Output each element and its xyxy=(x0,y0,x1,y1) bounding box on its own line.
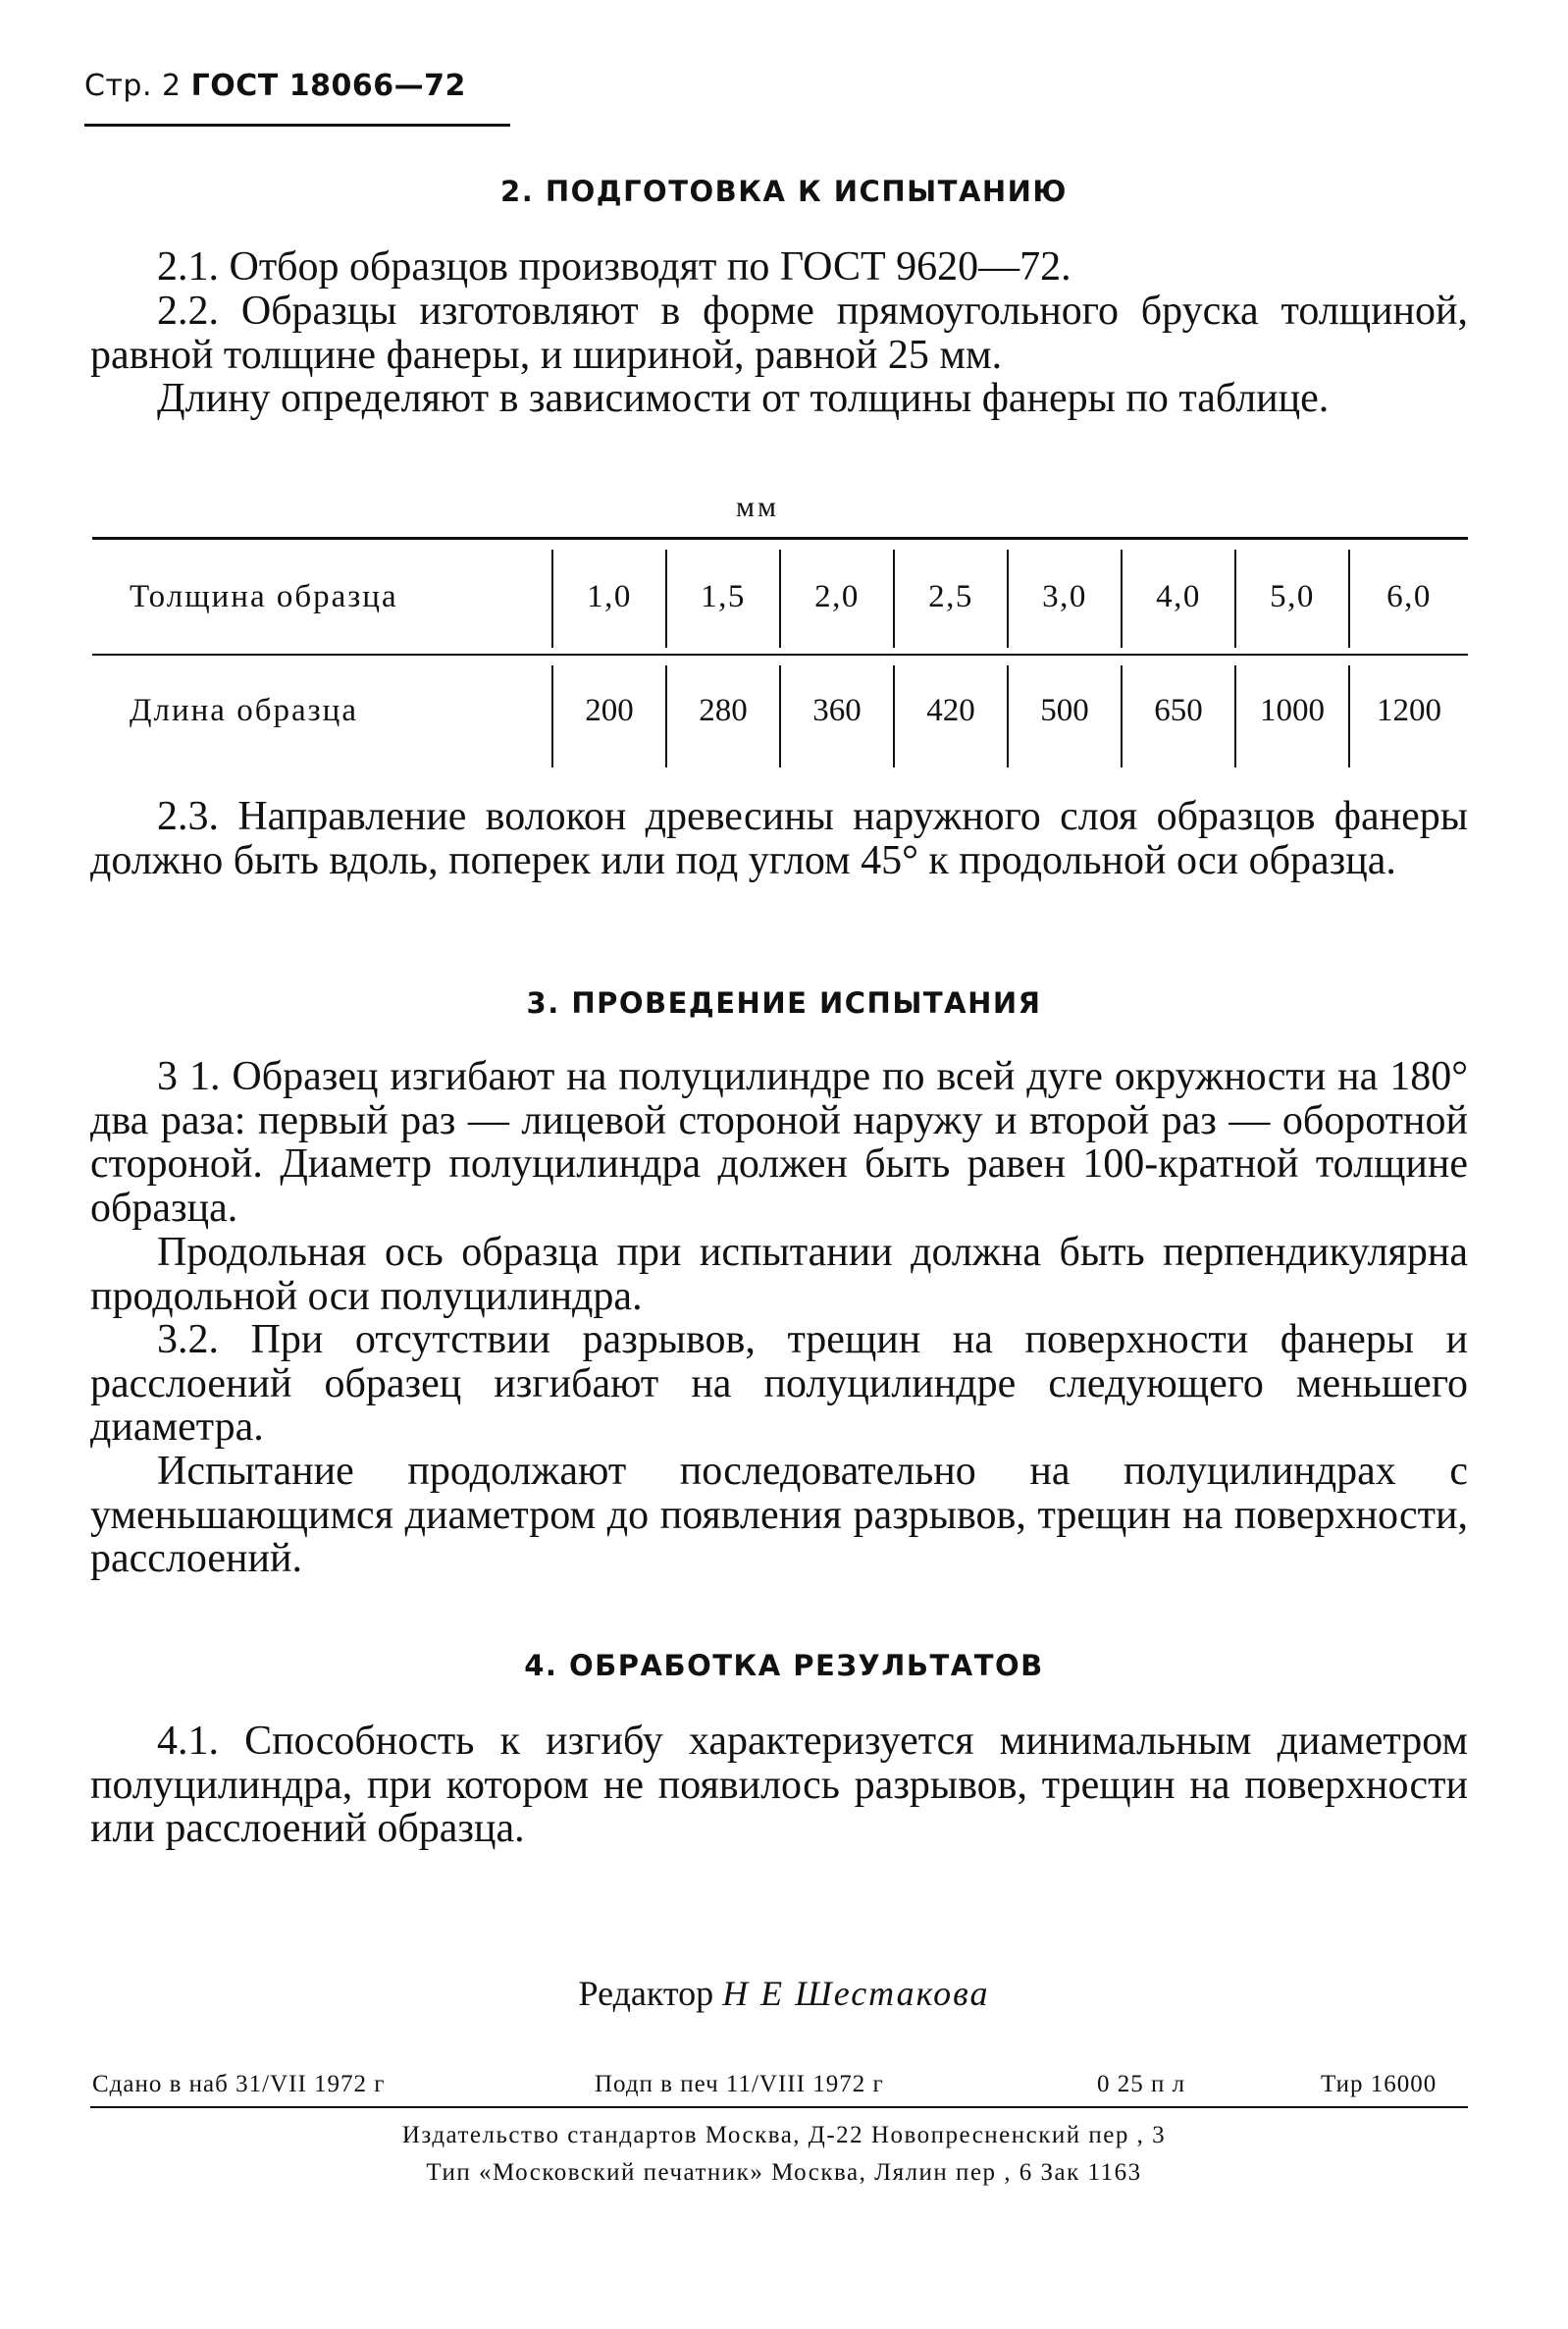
paragraph-2-2-length: Длину определяют в зависимости от толщины фанеры по таблице. xyxy=(157,376,1330,421)
paragraph-3-2: 3.2. При отсутствии разрывов, трещин на поверхности фанеры и расслоений образец изгибают на полуцилиндре следующего меньшего диаметра. xyxy=(90,1317,1468,1450)
paragraph-2-1: 2.1. Отбор образцов производят по ГОСТ 9620—72. xyxy=(157,244,1071,290)
page-number: Стр. 2 xyxy=(84,69,182,103)
length-cell: 420 xyxy=(926,693,975,728)
thickness-cell: 3,0 xyxy=(1042,579,1087,614)
publisher-line-2: Тип «Московский печатник» Москва, Лялин пер , 6 Зак 1163 xyxy=(426,2159,1142,2186)
length-cell: 500 xyxy=(1040,693,1089,728)
thickness-cell: 1,0 xyxy=(587,579,632,614)
thickness-cell: 1,5 xyxy=(701,579,746,614)
paragraph-3-1-axis: Продольная ось образца при испытании должна быть перпендикулярна продольной оси полуцилиндра. xyxy=(90,1230,1468,1319)
thickness-cell: 2,0 xyxy=(814,579,860,614)
paragraph-4-1: 4.1. Способность к изгибу характеризуется минимальным диаметром полуцилиндра, при котором не появилось разрывов, трещин на поверхности или расслоений образца. xyxy=(90,1719,1468,1851)
thickness-cell: 6,0 xyxy=(1386,579,1432,614)
paragraph-3-2-continue: Испытание продолжают последовательно на полуцилиндрах с уменьшающимся диаметром до появления разрывов, трещин на поверхности, расслоений. xyxy=(90,1449,1468,1581)
editor-name: Н Е Шестакова xyxy=(722,1974,990,2013)
length-cell: 200 xyxy=(585,693,634,728)
imprint-signed: Подп в печ 11/VIII 1972 г xyxy=(595,2071,884,2097)
paragraph-3-1: 3 1. Образец изгибают на полуцилиндре по всей дуге окружности на 180° два раза: первый раз — лицевой стороной наружу и второй раз — оборотной стороной. Диаметр полуцилиндра должен быть равен 100-кратной толщине образца. xyxy=(90,1054,1468,1231)
page-header xyxy=(84,69,466,103)
header-rule xyxy=(84,124,510,127)
thickness-cell: 5,0 xyxy=(1270,579,1315,614)
paragraph-2-2: 2.2. Образцы изготовляют в форме прямоугольного бруска толщиной, равной толщине фанеры, и шириной, равной 25 мм. xyxy=(90,289,1468,378)
section-3-heading: 3. ПРОВЕДЕНИЕ ИСПЫТАНИЯ xyxy=(526,986,1042,1020)
publisher-line-1: Издательство стандартов Москва, Д-22 Новопресненский пер , 3 xyxy=(401,2122,1167,2148)
standard-code: ГОСТ 18066—72 xyxy=(190,69,466,103)
imprint-rule xyxy=(90,2106,1468,2108)
table-top-rule xyxy=(92,537,1468,540)
editor-line xyxy=(0,1973,1568,2014)
row-label-length: Длина образца xyxy=(130,693,358,728)
thickness-cell: 4,0 xyxy=(1156,579,1201,614)
editor-label: Редактор xyxy=(578,1974,714,2013)
length-cell: 280 xyxy=(699,693,748,728)
row-label-thickness: Толщина образца xyxy=(130,579,398,614)
imprint-submitted: Сдано в наб 31/VII 1972 г xyxy=(92,2071,386,2097)
section-2-heading: 2. ПОДГОТОВКА К ИСПЫТАНИЮ xyxy=(500,175,1068,208)
imprint-print-run: Тир 16000 xyxy=(1321,2071,1437,2097)
table-unit: мм xyxy=(736,491,779,523)
table-middle-rule xyxy=(92,654,1468,656)
thickness-cell: 2,5 xyxy=(928,579,973,614)
paragraph-2-3: 2.3. Направление волокон древесины наружного слоя образцов фанеры должно быть вдоль, поперек или под углом 45° к продольной оси образца. xyxy=(90,794,1468,883)
length-cell: 1200 xyxy=(1377,693,1441,728)
imprint-sheets: 0 25 п л xyxy=(1097,2071,1186,2097)
length-cell: 360 xyxy=(812,693,862,728)
length-cell: 1000 xyxy=(1260,693,1325,728)
section-4-heading: 4. ОБРАБОТКА РЕЗУЛЬТАТОВ xyxy=(524,1649,1044,1682)
length-cell: 650 xyxy=(1154,693,1203,728)
